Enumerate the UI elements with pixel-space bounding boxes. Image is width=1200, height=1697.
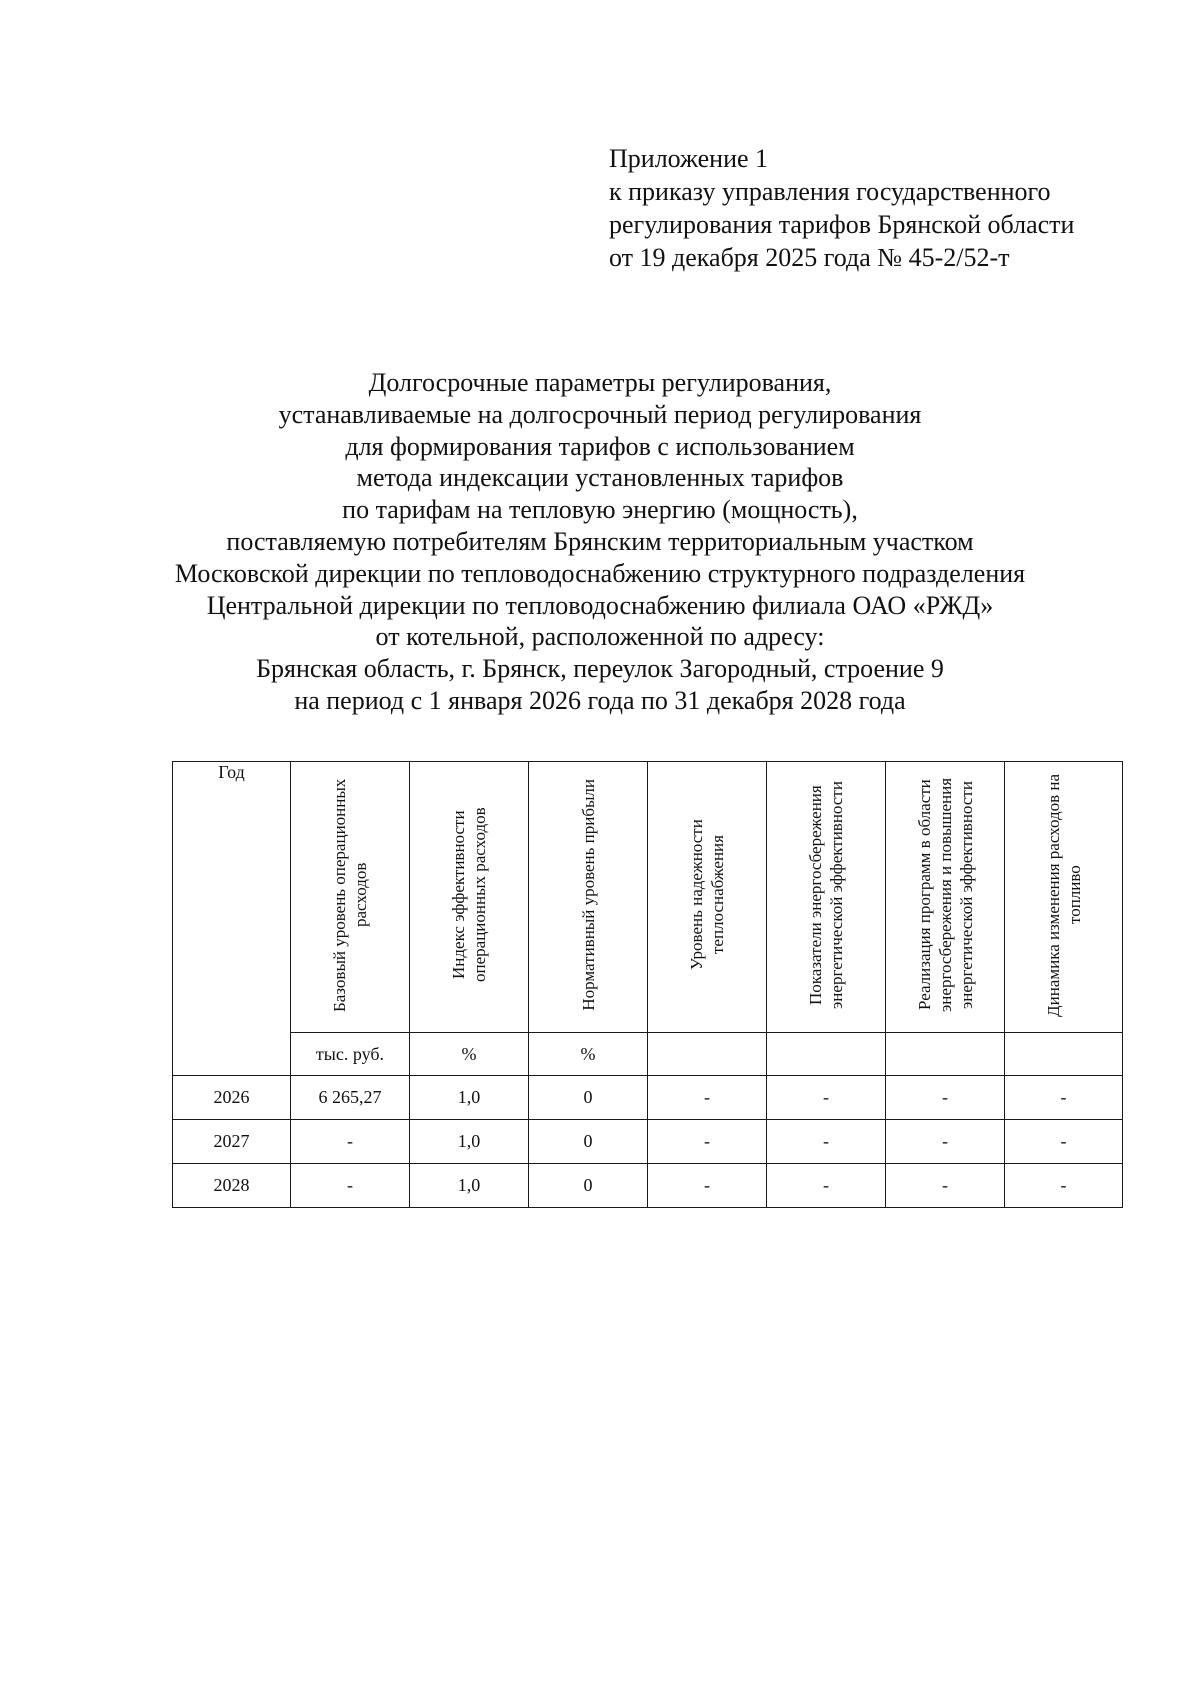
column-header-label: Уровень надежности теплоснабжения (687, 819, 727, 970)
value-cell: 0 (529, 1076, 648, 1120)
unit-cell (1005, 1033, 1123, 1076)
value-cell: - (886, 1120, 1005, 1164)
unit-cell (767, 1033, 886, 1076)
appendix-line: от 19 декабря 2025 года № 45-2/52-т (609, 243, 1010, 272)
title-line: Московской дирекции по тепловодоснабжению структурного подразделения (174, 558, 1026, 588)
value-cell: - (291, 1120, 410, 1164)
column-header-label: Индекс эффективности операционных расходов (449, 807, 489, 982)
unit-cell: % (529, 1033, 648, 1076)
column-header (529, 762, 648, 1033)
appendix-reference (609, 142, 1074, 274)
column-header (291, 762, 410, 1033)
title-line: Брянская область, г. Брянск, переулок Загородный, строение 9 (256, 654, 944, 684)
value-cell: 1,0 (410, 1164, 529, 1208)
value-cell: - (291, 1164, 410, 1208)
units-row (173, 1033, 1123, 1076)
title-line: Центральной дирекции по тепловодоснабжению филиала ОАО «РЖД» (206, 590, 994, 620)
title-line: от котельной, расположенной по адресу: (375, 622, 825, 652)
appendix-line: к приказу управления государственного (609, 177, 1051, 206)
column-header-label: Базовый уровень операционных расходов (330, 777, 370, 1012)
value-cell: - (1005, 1076, 1123, 1120)
value-cell: - (648, 1120, 767, 1164)
unit-cell: % (410, 1033, 529, 1076)
appendix-line: Приложение 1 (609, 144, 769, 173)
title-line: метода индексации установленных тарифов (356, 463, 844, 493)
year-cell: 2027 (173, 1120, 291, 1164)
year-cell: 2026 (173, 1076, 291, 1120)
column-header-label: Показатели энергосбережения энергетической эффективности (806, 780, 846, 1009)
column-header (767, 762, 886, 1033)
unit-cell: тыс. руб. (291, 1033, 410, 1076)
value-cell: - (886, 1076, 1005, 1120)
title-line: для формирования тарифов с использованием (345, 431, 855, 461)
column-header (1005, 762, 1123, 1033)
column-header-label: Реализация программ в области энергосбережения и повышения энергетической эффективности (914, 777, 976, 1012)
column-header (648, 762, 767, 1033)
table-row (173, 1164, 1123, 1208)
value-cell: - (648, 1076, 767, 1120)
value-cell: - (648, 1164, 767, 1208)
value-cell: 0 (529, 1164, 648, 1208)
value-cell: - (767, 1120, 886, 1164)
title-line: Долгосрочные параметры регулирования, (368, 368, 832, 397)
title-line: по тарифам на тепловую энергию (мощность), (342, 495, 858, 525)
unit-cell (648, 1033, 767, 1076)
year-cell: 2028 (173, 1164, 291, 1208)
column-header (886, 762, 1005, 1033)
year-column-header: Год (173, 762, 291, 1076)
value-cell: 1,0 (410, 1120, 529, 1164)
column-header (410, 762, 529, 1033)
value-cell: - (886, 1164, 1005, 1208)
table-row (173, 1076, 1123, 1120)
table-header-row (173, 762, 1123, 1033)
title-line: поставляемую потребителям Брянским территориальным участком (226, 526, 974, 556)
title-line: устанавливаемые на долгосрочный период регулирования (278, 399, 922, 429)
value-cell: - (1005, 1164, 1123, 1208)
column-header-label: Нормативный уровень прибыли (578, 778, 598, 1011)
value-cell: - (767, 1076, 886, 1120)
table-row (173, 1120, 1123, 1164)
value-cell: 1,0 (410, 1076, 529, 1120)
value-cell: 6 265,27 (291, 1076, 410, 1120)
value-cell: - (767, 1164, 886, 1208)
parameters-table (172, 761, 1123, 1208)
appendix-line: регулирования тарифов Брянской области (609, 210, 1075, 239)
value-cell: 0 (529, 1120, 648, 1164)
title-line: на период с 1 января 2026 года по 31 декабря 2028 года (294, 685, 906, 715)
unit-cell (886, 1033, 1005, 1076)
column-header-label: Динамика изменения расходов на топливо (1043, 772, 1084, 1017)
document-title (150, 367, 1050, 717)
value-cell: - (1005, 1120, 1123, 1164)
